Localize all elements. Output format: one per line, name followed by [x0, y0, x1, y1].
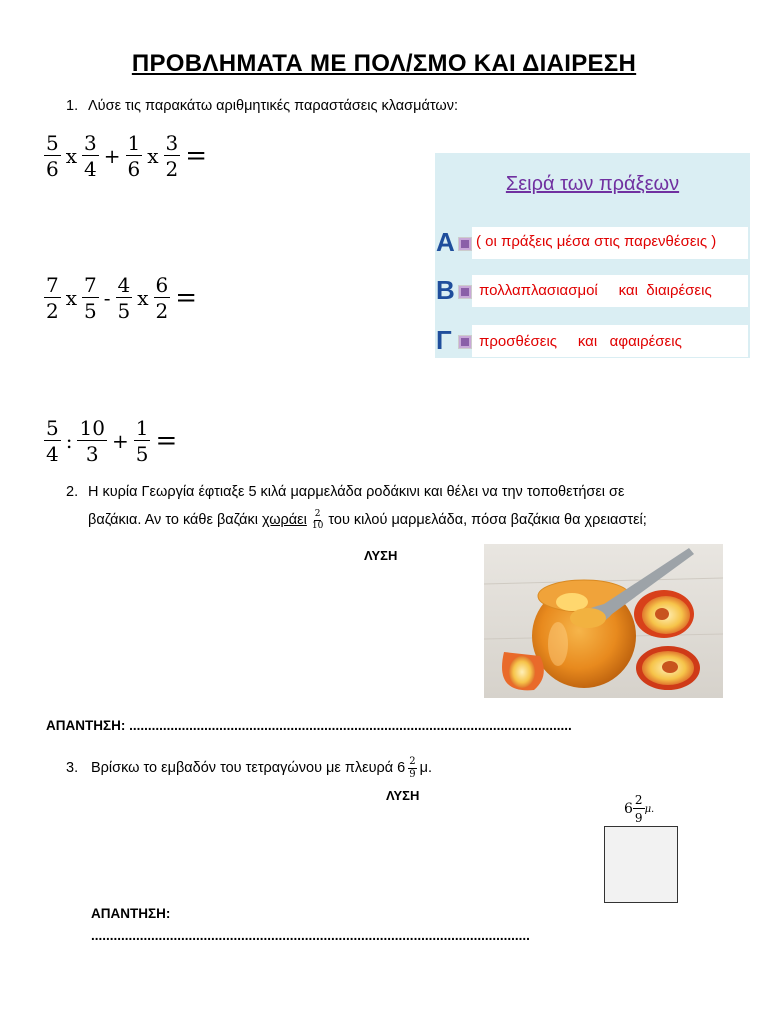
question-2-line-2b: του κιλού μαρμελάδα, πόσα βαζάκια θα χρειαστεί;: [328, 512, 647, 528]
solution-label-3: ΛΥΣΗ: [386, 788, 420, 803]
fraction: $\frac{7}{5}$: [84, 273, 97, 323]
fraction: $\frac{3}{4}$: [84, 131, 97, 181]
page-title: ΠΡΟΒΛΗΜΑΤΑ ΜΕ ΠΟΛ/ΣΜΟ ΚΑΙ ΔΙΑΙΡΕΣΗ: [131, 50, 637, 77]
operator: x: [147, 144, 159, 168]
question-2: [66, 480, 746, 532]
operator: +: [111, 429, 129, 453]
equals-sign: =: [175, 283, 198, 313]
question-3: [66, 756, 432, 780]
order-of-operations-box: [435, 153, 750, 358]
operator: x: [65, 286, 78, 310]
fraction: $\frac{2}{9}$: [634, 793, 643, 825]
expression-3: [44, 418, 179, 464]
bullet-icon: [458, 335, 472, 349]
question-number: 1.: [66, 98, 79, 114]
question-1: [66, 94, 458, 118]
order-row-c: [435, 323, 750, 359]
order-text: πολλαπλασιασμοί και διαιρέσεις: [479, 282, 712, 299]
answer-line-2: [46, 718, 572, 733]
order-row-b: [435, 273, 750, 309]
operator: +: [103, 144, 121, 168]
fraction: $\frac{2}{10}$: [311, 508, 324, 531]
order-row-a: [435, 225, 750, 261]
square-side-label: 6 $\frac{2}{9}$ μ.: [624, 793, 655, 825]
fraction: 2 9: [409, 755, 416, 780]
jam-jar-image: [484, 544, 723, 698]
answer-label: ΑΠΑΝΤΗΣΗ:: [46, 718, 126, 733]
fraction: $\frac{7}{2}$: [46, 273, 59, 323]
bullet-icon: [458, 285, 472, 299]
operator: -: [103, 286, 111, 310]
fraction: $\frac{5}{4}$: [46, 416, 59, 466]
question-number: 2.: [66, 484, 79, 500]
question-number: 3.: [66, 760, 79, 776]
question-2-line-2a: βαζάκια. Αν το κάθε βαζάκι: [88, 512, 258, 528]
operator: x: [65, 144, 78, 168]
expression-1: [44, 133, 209, 179]
question-1-text: Λύσε τις παρακάτω αριθμητικές παραστάσεις κλασμάτων:: [88, 98, 458, 114]
answer-dots: ......................................................................................................................: [129, 718, 572, 733]
fraction: $\frac{1}{6}$: [127, 131, 141, 181]
fraction: $\frac{3}{2}$: [165, 131, 179, 181]
order-box-title: Σειρά των πράξεων: [505, 173, 680, 195]
order-letter: Γ: [436, 325, 452, 355]
operator: x: [137, 286, 149, 310]
question-2-underlined-word: χωράει: [262, 512, 307, 528]
equals-sign: =: [155, 426, 178, 456]
order-letter: Β: [436, 275, 455, 305]
fraction: $\frac{6}{2}$: [155, 273, 169, 323]
question-3-text-a: Βρίσκω το εμβαδόν του τετραγώνου με πλευρά 6: [91, 760, 406, 776]
fraction: $\frac{1}{5}$: [135, 416, 149, 466]
solution-label-2: ΛΥΣΗ: [364, 548, 398, 563]
answer-dots-3: .....................................................................................................................: [91, 928, 530, 943]
fraction: $\frac{4}{5}$: [117, 273, 131, 323]
expression-2: [44, 275, 199, 321]
question-3-text-b: μ.: [419, 760, 433, 776]
order-text: ( οι πράξεις μέσα στις παρενθέσεις ): [476, 233, 717, 250]
peach-jam-illustration: [484, 544, 723, 698]
order-letter: Α: [436, 227, 455, 257]
answer-label-3: ΑΠΑΝΤΗΣΗ:: [91, 906, 171, 921]
bullet-icon: [458, 237, 472, 251]
fraction: $\frac{5}{6}$: [46, 131, 59, 181]
equals-sign: =: [185, 141, 208, 171]
order-text: προσθέσεις και αφαιρέσεις: [479, 333, 682, 350]
operator: :: [65, 429, 73, 453]
square-shape: [604, 826, 678, 903]
question-2-line-1: Η κυρία Γεωργία έφτιαξε 5 κιλά μαρμελάδα ροδάκινι και θέλει να την τοποθετήσει σε: [88, 484, 625, 500]
fraction: $\frac{10}{3}$: [79, 416, 105, 466]
